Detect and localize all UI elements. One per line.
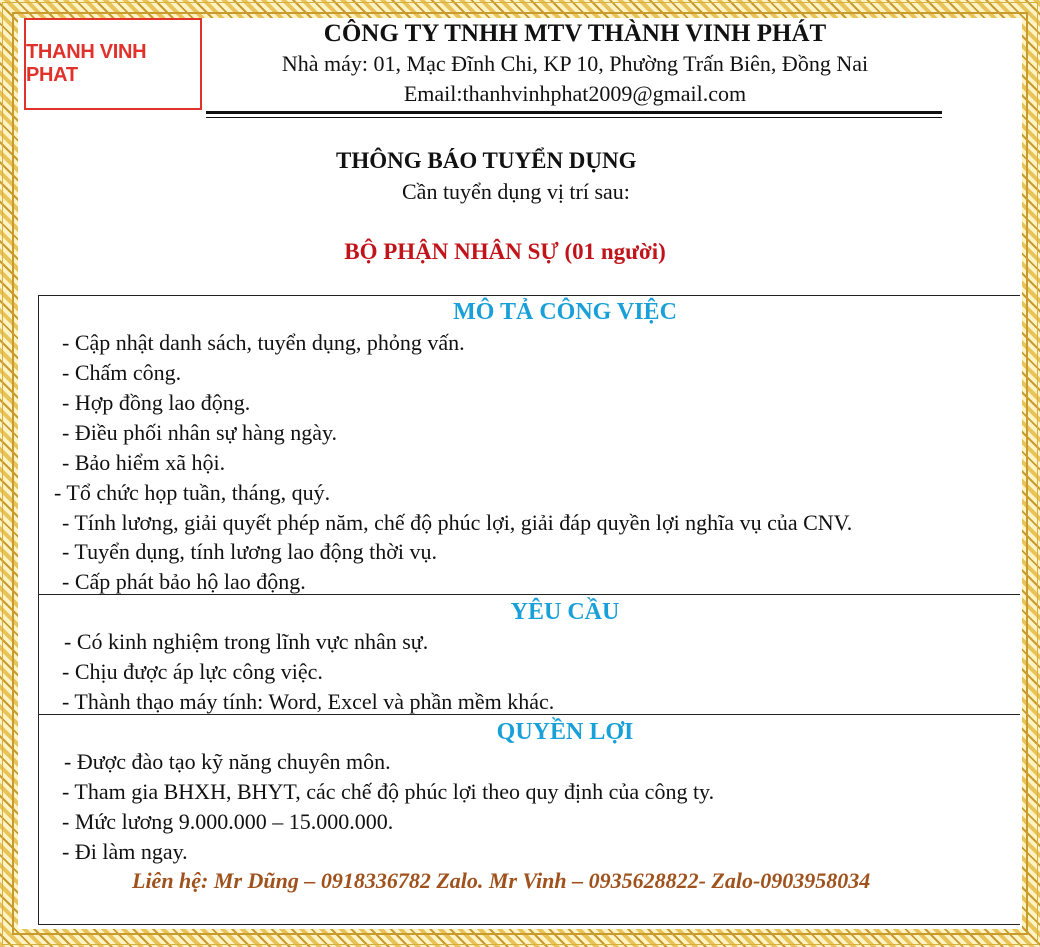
benefits-heading: QUYỀN LỢI	[496, 719, 634, 745]
notice-subtitle: Cần tuyển dụng vị trí sau:	[402, 179, 630, 204]
requirement-item: - Chịu được áp lực công việc.	[62, 659, 323, 684]
logo-text: THANH VINH PHAT	[26, 41, 147, 86]
job-description-item: - Chấm công.	[62, 360, 182, 385]
header-rule-thin	[206, 117, 942, 118]
company-email: Email:thanhvinhphat2009@gmail.com	[403, 81, 747, 106]
benefit-item: - Mức lương 9.000.000 – 15.000.000.	[62, 809, 394, 834]
job-description-item: - Cập nhật danh sách, tuyển dụng, phỏng vấn.	[62, 330, 465, 355]
company-address: Nhà máy: 01, Mạc Đĩnh Chi, KP 10, Phường Trấn Biên, Đồng Nai	[281, 51, 869, 76]
requirement-item: - Thành thạo máy tính: Word, Excel và phần mềm khác.	[62, 689, 555, 714]
benefit-item: - Tham gia BHXH, BHYT, các chế độ phúc lợi theo quy định của công ty.	[62, 779, 715, 804]
requirements-heading: YÊU CẦU	[510, 599, 620, 625]
notice-title: THÔNG BÁO TUYỂN DỤNG	[336, 148, 637, 173]
job-description-item: - Bảo hiểm xã hội.	[62, 450, 226, 475]
job-description-item: - Tuyển dụng, tính lương lao động thời vụ.	[62, 539, 437, 564]
company-name: CÔNG TY TNHH MTV THÀNH VINH PHÁT	[323, 20, 827, 47]
position-title: BỘ PHẬN NHÂN SỰ (01 người)	[344, 239, 666, 264]
job-description-heading: MÔ TẢ CÔNG VIỆC	[453, 299, 677, 325]
job-description-item: - Tổ chức họp tuần, tháng, quý.	[54, 480, 331, 505]
job-description-item: - Hợp đồng lao động.	[62, 390, 251, 415]
contact-line: Liên hệ: Mr Dũng – 0918336782 Zalo. Mr Vinh – 0935628822- Zalo-0903958034	[132, 868, 871, 893]
job-description-item: - Điều phối nhân sự hàng ngày.	[62, 420, 338, 445]
requirement-item: - Có kinh nghiệm trong lĩnh vực nhân sự.	[64, 629, 429, 654]
company-logo	[24, 18, 202, 110]
header-rule-thick	[206, 111, 942, 114]
benefit-item: - Được đào tạo kỹ năng chuyên môn.	[64, 749, 391, 774]
job-description-item: - Cấp phát bảo hộ lao động.	[62, 569, 306, 594]
job-description-item: - Tính lương, giải quyết phép năm, chế độ phúc lợi, giải đáp quyền lợi nghĩa vụ của CNV.	[62, 510, 853, 535]
benefit-item: - Đi làm ngay.	[62, 839, 188, 864]
